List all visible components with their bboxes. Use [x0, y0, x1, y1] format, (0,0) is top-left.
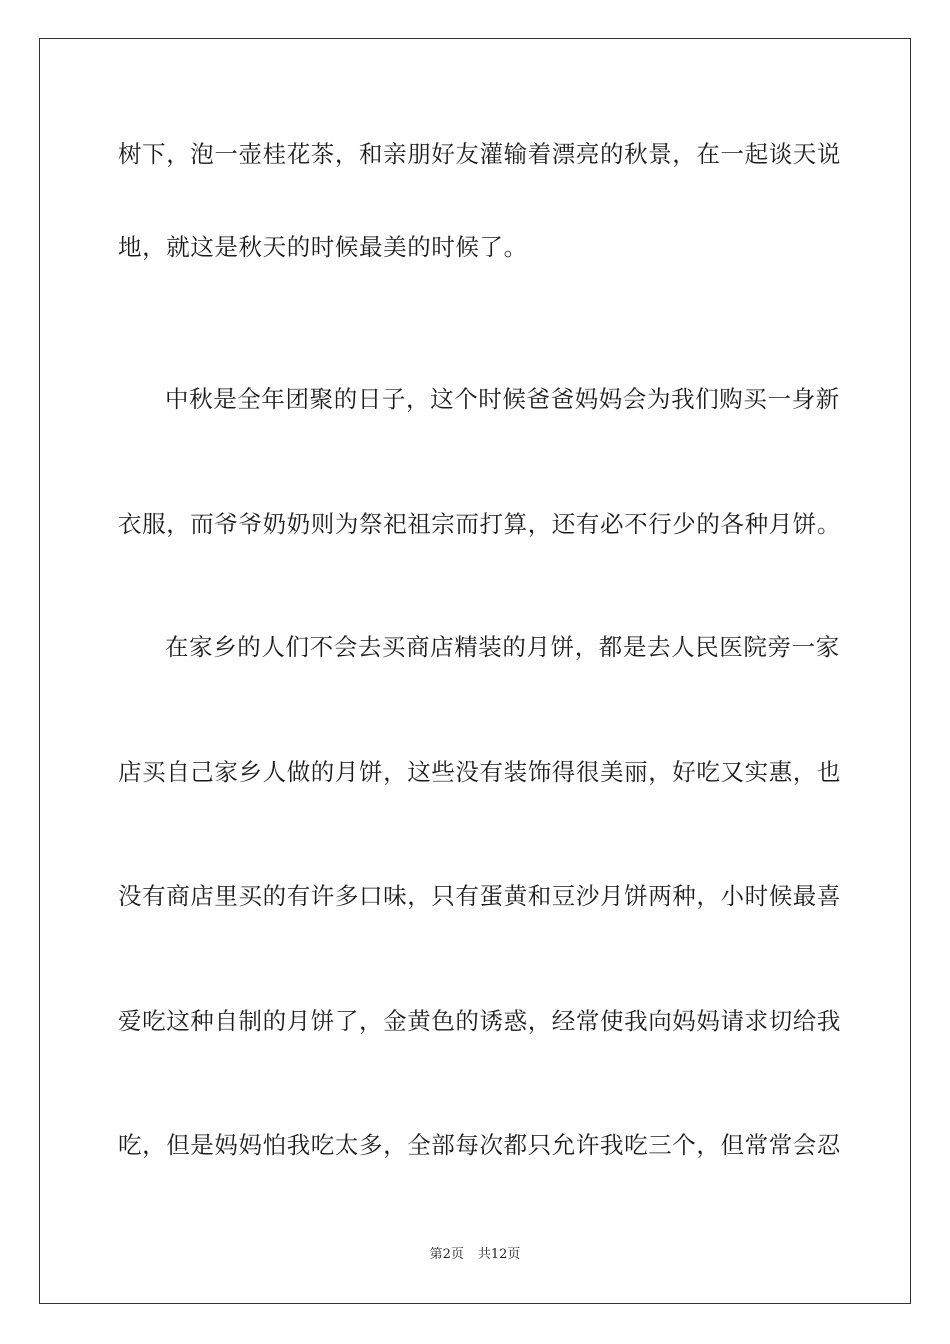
page-footer [0, 1246, 950, 1264]
body-line-4: 衣服，而爷爷奶奶则为祭祀祖宗而打算，还有必不行少的各种月饼。 [118, 510, 841, 538]
body-line-6: 店买自己家乡人做的月饼，这些没有装饰得很美丽，好吃又实惠，也 [118, 758, 841, 786]
page-total: 共12页 [477, 1247, 521, 1262]
page-number: 第2页 [429, 1247, 464, 1262]
body-line-3: 中秋是全年团聚的日子，这个时候爸爸妈妈会为我们购买一身新 [165, 385, 840, 413]
body-line-1: 树下，泡一壶桂花茶，和亲朋好友灌输着漂亮的秋景，在一起谈天说 [118, 140, 841, 168]
body-line-8: 爱吃这种自制的月饼了，金黄色的诱惑，经常使我向妈妈请求切给我 [118, 1007, 841, 1035]
body-line-9: 吃，但是妈妈怕我吃太多，全部每次都只允许我吃三个，但常常会忍 [118, 1131, 841, 1159]
body-line-2: 地，就这是秋天的时候最美的时候了。 [118, 233, 528, 261]
body-line-5: 在家乡的人们不会去买商店精装的月饼，都是去人民医院旁一家 [165, 633, 840, 661]
page-border [39, 38, 911, 1304]
body-line-7: 没有商店里买的有许多口味，只有蛋黄和豆沙月饼两种，小时候最喜 [118, 882, 841, 910]
